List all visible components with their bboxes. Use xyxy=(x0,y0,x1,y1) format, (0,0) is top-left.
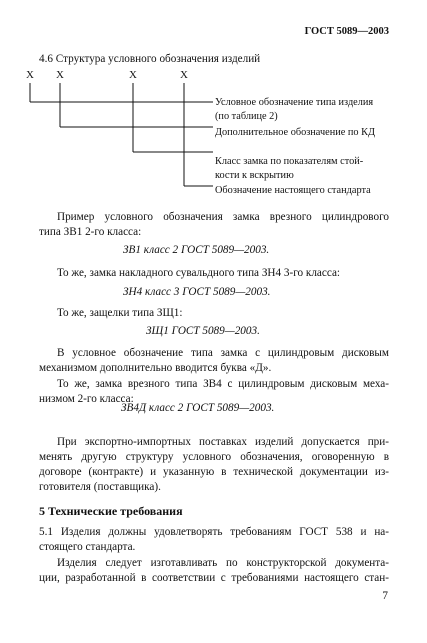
marker-x: X xyxy=(180,69,188,81)
paragraph-line: То же, замка накладного сувальдного типа ЗН4 3-го класса: xyxy=(57,267,341,279)
designation-example: ЗВ4Д класс 2 ГОСТ 5089—2003. xyxy=(121,402,275,414)
paragraph-line: договоре (контракте) и указанную в технической документации из- xyxy=(39,466,389,478)
paragraph-line: 5.1 Изделия должны удовлетворять требованиям ГОСТ 538 и на- xyxy=(39,526,389,538)
marker-x: X xyxy=(56,69,64,81)
marker-x: X xyxy=(26,69,34,81)
marker-x: X xyxy=(129,69,137,81)
standard-header: ГОСТ 5089—2003 xyxy=(304,26,389,37)
diagram-label: Условное обозначение типа изделия xyxy=(215,97,374,108)
paragraph-line: В условное обозначение типа замка с цилиндровым дисковым xyxy=(57,347,389,359)
page-number: 7 xyxy=(382,590,388,602)
paragraph-line: ции, разработанной в соответствии с требованиями настоящего стан- xyxy=(39,572,389,584)
section-title: 5 Технические требования xyxy=(39,504,183,518)
diagram-label: Дополнительное обозначение по КД xyxy=(215,127,375,138)
paragraph-line: менять другую структуру условного обозначения, оговоренную в xyxy=(39,451,389,463)
diagram-label: Обозначение настоящего стандарта xyxy=(215,185,371,196)
diagram-label: (по таблице 2) xyxy=(215,111,278,122)
paragraph-line: При экспортно-импортных поставках изделий допускается при- xyxy=(57,436,389,448)
section-title: 4.6 Структура условного обозначения изделий xyxy=(39,53,261,65)
paragraph-line: типа ЗВ1 2-го класса: xyxy=(39,226,142,238)
paragraph-line: То же, замка врезного типа ЗВ4 с цилиндровым дисковым меха- xyxy=(57,378,389,390)
paragraph-line: Изделия следует изготавливать по конструкторской документа- xyxy=(57,557,389,569)
paragraph-line: стоящего стандарта. xyxy=(39,541,136,553)
paragraph-line: То же, защелки типа ЗЩ1: xyxy=(57,307,183,319)
paragraph-line: Пример условного обозначения замка врезного цилиндрового xyxy=(57,211,389,223)
designation-example: ЗВ1 класс 2 ГОСТ 5089—2003. xyxy=(123,244,270,256)
paragraph-line: механизмом дополнительно вводится буква «Д». xyxy=(39,362,272,374)
paragraph-line: готовителя (поставщика). xyxy=(39,481,161,493)
diagram-label: Класс замка по показателям стой- xyxy=(215,156,364,167)
paragraph-line: низмом 2-го класса: xyxy=(39,393,134,405)
diagram-label: кости к вскрытию xyxy=(215,170,294,181)
designation-example: ЗЩ1 ГОСТ 5089—2003. xyxy=(146,325,260,337)
designation-example: ЗН4 класс 3 ГОСТ 5089—2003. xyxy=(123,286,271,298)
